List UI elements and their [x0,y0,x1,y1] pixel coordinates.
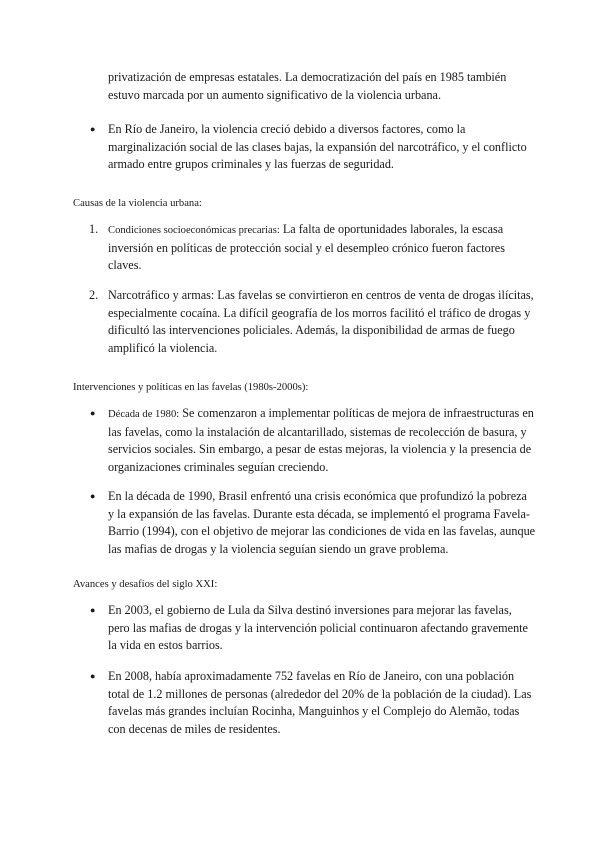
advance-item-1: En 2003, el gobierno de Lula da Silva destinó inversiones para mejorar las favelas, pero las mafias de drogas y la intervención policial continuaron afectando gravemente la vida en estos barrios. [108,603,528,653]
advance-item-2: En 2008, había aproximadamente 752 favelas en Río de Janeiro, con una población total de 1.2 millones de personas (alrededor del 20% de la población de la ciudad). Las favelas más grandes incluían Rocinha, Manguinhos y el Complejo do Alemão, todas con decenas de miles de residentes. [108,669,532,736]
list-number: 1. [89,222,99,236]
top-bullet-text: En Río de Janeiro, la violencia creció debido a diversos factores, como la marginalización social de las clases bajas, la expansión del narcotráfico, y el conflicto armado entre grupos criminales y las fuerzas de seguridad. [108,122,527,172]
interventions-heading: Intervenciones y políticas en las favelas (1980s-2000s): [73,382,309,393]
intervention-item-2: En la década de 1990, Brasil enfrentó una crisis económica que profundizó la pobreza y la expansión de las favelas. Durante esta década, se implementó el programa Favela-Barrio (1994), con el objetivo de mejorar las condiciones de vida en las favelas, aunque las mafias de drogas y la violencia seguían siendo un grave problema. [108,489,536,556]
intervention-item-1-text: Se comenzaron a implementar políticas de mejora de infraestructuras en las favelas, como la instalación de alcantarillado, sistemas de recolección de basura, y servicios sociales. Sin embargo, a pesar de estas mejoras, la violencia y la presencia de organizaciones criminales seguían creciendo. [108,406,534,474]
cause-item-1 [108,221,536,275]
cause-item-2 [108,287,536,357]
cause-item-2-text: Las favelas se convirtieron en centros de venta de drogas ilícitas, especialmente cocaína. La difícil geografía de los morros facilitó el tráfico de drogas y dificultó las intervenciones policiales. Además, la disponibilidad de armas de fuego amplificó la violencia. [108,288,534,355]
causes-heading: Causas de la violencia urbana: [73,198,202,209]
advances-heading: Avances y desafíos del siglo XXI: [73,579,218,590]
intro-line-2: estuvo marcada por un aumento significativo de la violencia urbana. [108,88,442,102]
bullet-icon: ● [90,124,96,134]
bullet-icon: ● [90,671,96,681]
list-number: 2. [89,288,99,302]
intervention-item-1 [108,405,536,476]
bullet-icon: ● [90,605,96,615]
cause-item-1-text: La falta de oportunidades laborales, la escasa inversión en políticas de protección social y el desempleo crónico fueron factores claves. [108,222,505,273]
intervention-item-1-label: Década de 1980: [108,409,180,420]
bullet-icon: ● [90,491,96,501]
intro-line-1: privatización de empresas estatales. La democratización del país en 1985 también [108,70,507,84]
cause-item-1-label: Condiciones socioeconómicas precarias: [108,225,280,236]
cause-item-2-label: Narcotráfico y armas: [108,288,215,302]
bullet-icon: ● [90,408,96,418]
